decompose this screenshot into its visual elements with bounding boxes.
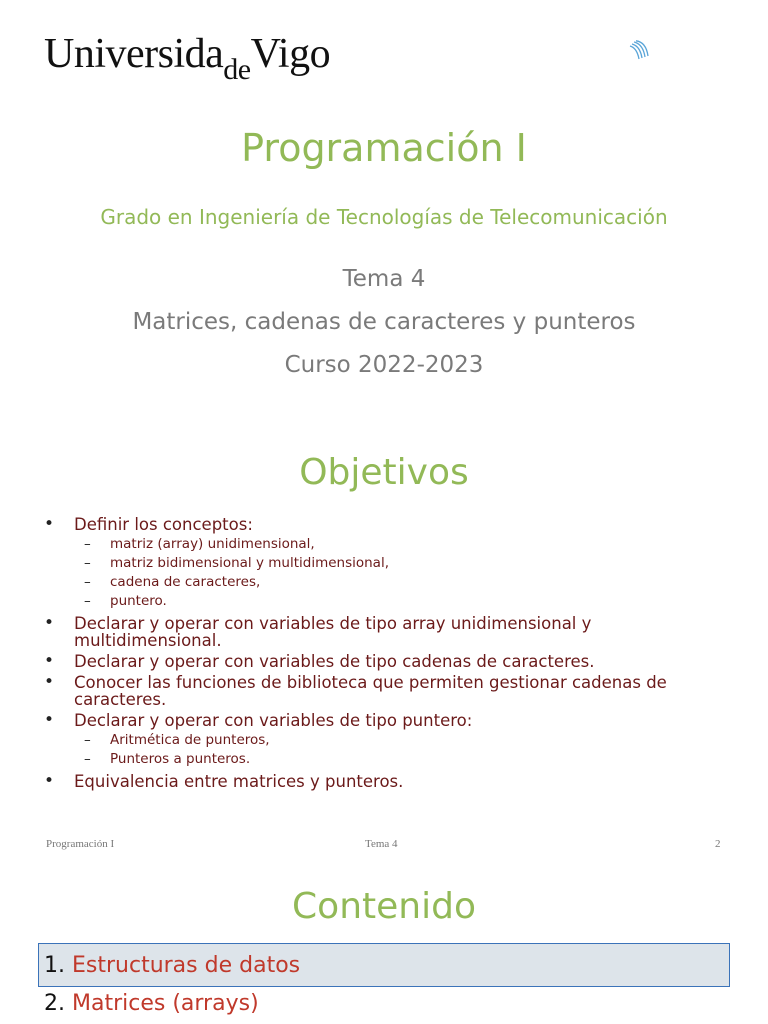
list-item [44,653,734,670]
sub-list-item [74,731,734,750]
sub-item-text: Punteros a punteros. [110,751,251,767]
sub-item-text: Aritmética de punteros, [110,732,270,748]
contenido-title: Contenido [292,886,476,927]
content-item-text: Matrices (arrays) [72,991,259,1016]
content-item-number: 1. [44,953,65,978]
list-item-text: Equivalencia entre matrices y punteros. [74,772,404,791]
bullet-icon: • [44,613,55,633]
sub-list-item [74,535,734,554]
sub-item-text: puntero. [110,593,167,609]
objetivos-title: Objetivos [299,452,469,493]
objectives-list [44,516,734,794]
list-item [44,674,734,708]
bullet-icon: • [44,771,55,791]
bullet-icon: • [44,651,55,671]
dash-icon: – [84,732,91,748]
logo-text-2: de [223,53,251,86]
content-item-2[interactable] [44,991,259,1016]
sub-list [74,535,734,611]
list-item-text: Declarar y operar con variables de tipo array unidimensional y multidimensional. [74,614,592,650]
footer-tema: Tema 4 [365,838,398,850]
university-logo [44,30,330,90]
sub-list-item [74,573,734,592]
footer-page-number: 2 [715,838,721,850]
logo-text-1: Universida [44,31,224,77]
bullet-icon: • [44,710,55,730]
sub-list [74,731,734,769]
dash-icon: – [84,536,91,552]
list-item [44,712,734,769]
sub-item-text: cadena de caracteres, [110,574,261,590]
tema-label: Tema 4 [342,266,426,292]
bullet-icon: • [44,514,55,534]
degree-subtitle: Grado en Ingeniería de Tecnologías de Telecomunicación [100,205,668,229]
footer-course: Programación I [46,838,115,850]
sub-list-item [74,554,734,573]
list-item-text: Conocer las funciones de biblioteca que permiten gestionar cadenas de caracteres. [74,673,667,709]
dash-icon: – [84,574,91,590]
list-item-text: Declarar y operar con variables de tipo cadenas de caracteres. [74,652,595,671]
content-item-text: Estructuras de datos [72,953,301,978]
content-item-1[interactable] [44,953,300,978]
dash-icon: – [84,555,91,571]
dash-icon: – [84,593,91,609]
list-item-text: Declarar y operar con variables de tipo puntero: [74,711,473,730]
sub-list-item [74,592,734,611]
content-item-number: 2. [44,991,65,1016]
list-item [44,516,734,611]
wireless-signal-icon [628,40,650,62]
list-item [44,615,734,649]
list-item [44,773,734,790]
sub-item-text: matriz bidimensional y multidimensional, [110,555,389,571]
course-title: Programación I [241,126,527,170]
logo-text-3: Vigo [250,31,331,77]
bullet-icon: • [44,672,55,692]
dash-icon: – [84,751,91,767]
list-item-text: Definir los conceptos: [74,515,253,534]
sub-list-item [74,750,734,769]
sub-item-text: matriz (array) unidimensional, [110,536,315,552]
topic-label: Matrices, cadenas de caracteres y punteros [132,309,636,335]
curso-label: Curso 2022-2023 [284,352,484,378]
